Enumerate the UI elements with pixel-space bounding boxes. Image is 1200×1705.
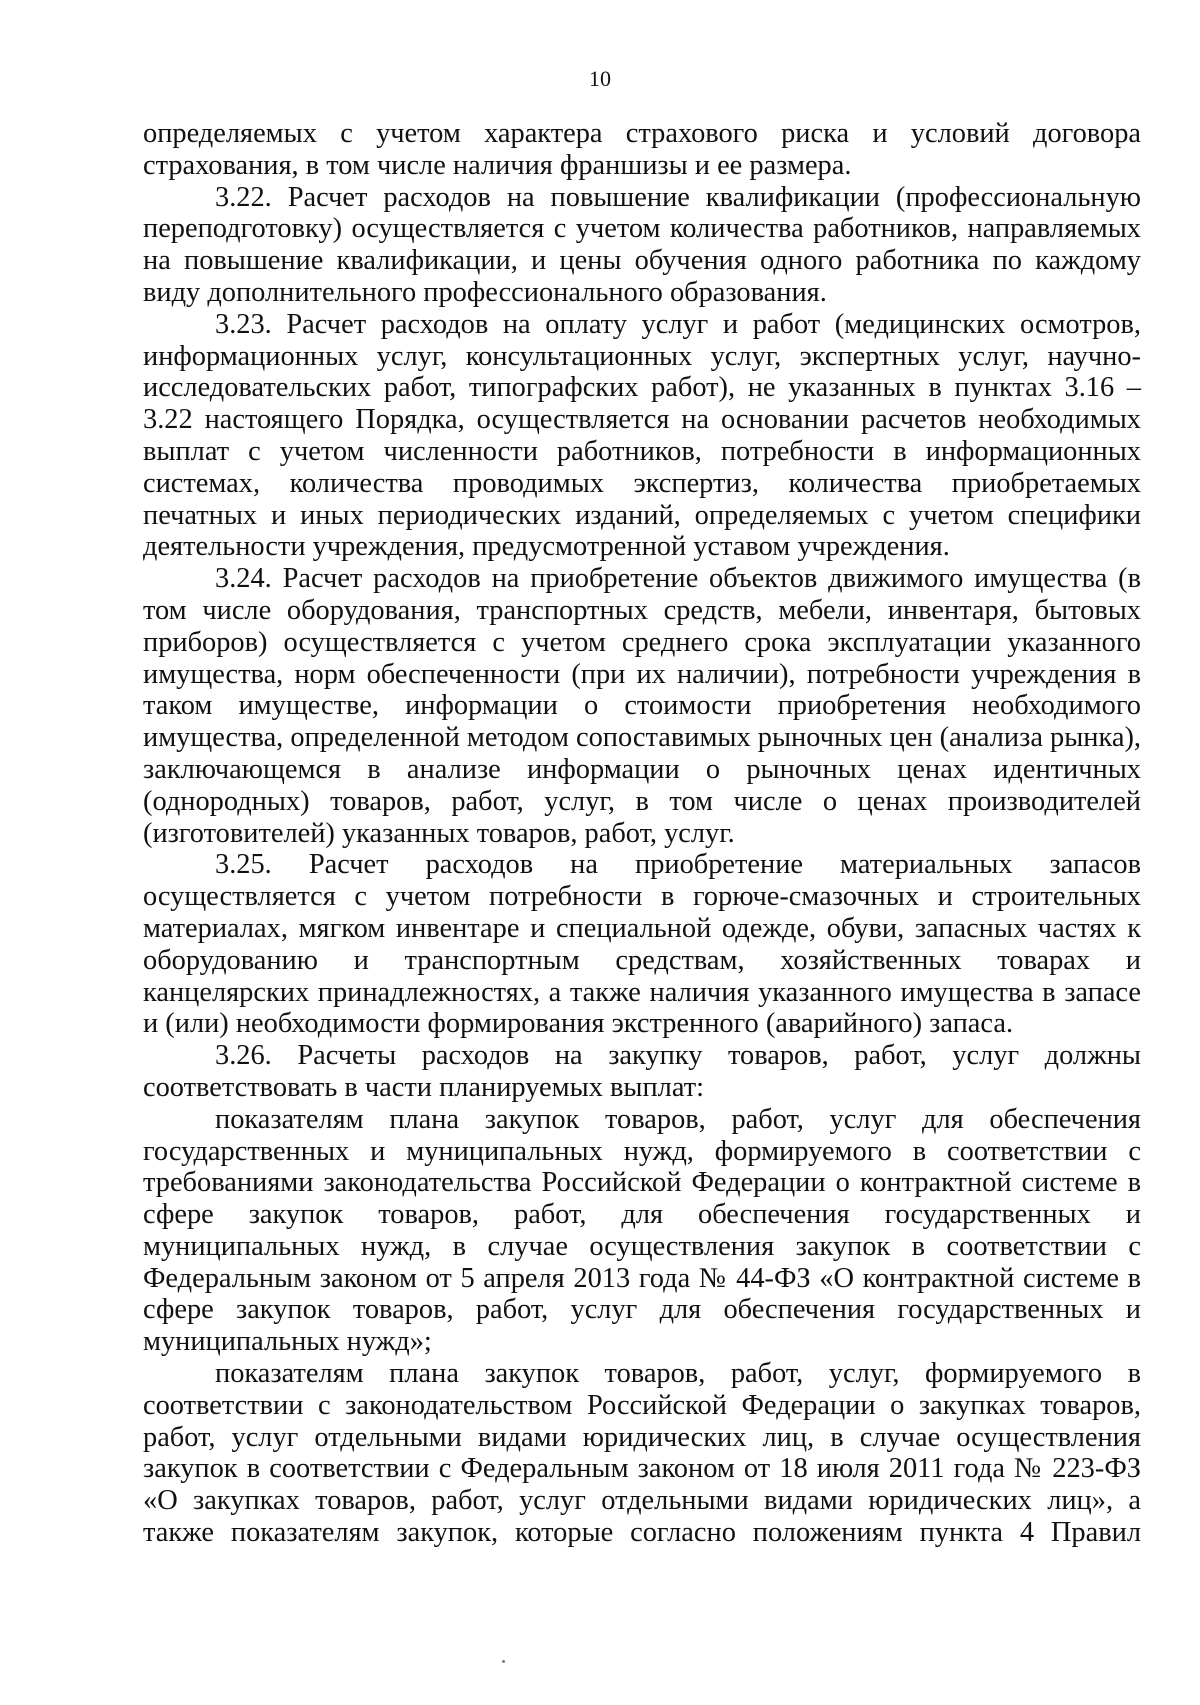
page-number: 10 — [589, 66, 611, 91]
paragraph-3-26: 3.26. Расчеты расходов на закупку товаров, работ, услуг должны соответствовать в части планируемых выплат: — [143, 1040, 1141, 1103]
paragraph-3-24: 3.24. Расчет расходов на приобретение объектов движимого имущества (в том числе оборудования, транспортных средств, мебели, инвентаря, бытовых приборов) осуществляется с учетом среднего срока эксплуатации указанного имущества, норм обеспеченности (при их наличии), потребности учреждения в таком имуществе, информации о стоимости приобретения необходимого имущества, определенной методом сопоставимых рыночных цен (анализа рынка), заключающемся в анализе информации о рыночных ценах идентичных (однородных) товаров, работ, услуг, в том числе о ценах производителей (изготовителей) указанных товаров, работ, услуг. — [143, 563, 1141, 849]
document-body — [143, 118, 1141, 1549]
paragraph-3-23: 3.23. Расчет расходов на оплату услуг и работ (медицинских осмотров, информационных услуг, консультационных услуг, экспертных услуг, научно-исследовательских работ, типографских работ), не указанных в пунктах 3.16 – 3.22 настоящего Порядка, осуществляется на основании расчетов необходимых выплат с учетом численности работников, потребности в информационных системах, количества проводимых экспертиз, количества приобретаемых печатных и иных периодических изданий, определяемых с учетом специфики деятельности учреждения, предусмотренной уставом учреждения. — [143, 308, 1141, 563]
scan-speck — [502, 1660, 505, 1663]
paragraph-3-22: 3.22. Расчет расходов на повышение квалификации (профессиональную переподготовку) осуществляется с учетом количества работников, направляемых на повышение квалификации, и цены обучения одного работника по каждому виду дополнительного профессионального образования. — [143, 181, 1141, 308]
paragraph-3-25: 3.25. Расчет расходов на приобретение материальных запасов осуществляется с учетом потребности в горюче-смазочных и строительных материалах, мягком инвентаре и специальной одежде, обуви, запасных частях к оборудованию и транспортным средствам, хозяйственных товарах и канцелярских принадлежностях, а также наличия указанного имущества в запасе и (или) необходимости формирования экстренного (аварийного) запаса. — [143, 849, 1141, 1040]
paragraph-223-fz-item: показателям плана закупок товаров, работ, услуг, формируемого в соответствии с законодательством Российской Федерации о закупках товаров, работ, услуг отдельными видами юридических лиц, в случае осуществления закупок в соответствии с Федеральным законом от 18 июля 2011 года № 223-ФЗ «О закупках товаров, работ, услуг отдельными видами юридических лиц», а также показателям закупок, которые согласно положениям пункта 4 Правил — [143, 1358, 1141, 1549]
paragraph-continuation: определяемых с учетом характера страхового риска и условий договора страхования, в том числе наличия франшизы и ее размера. — [143, 118, 1141, 181]
paragraph-44-fz-item: показателям плана закупок товаров, работ, услуг для обеспечения государственных и муниципальных нужд, формируемого в соответствии с требованиями законодательства Российской Федерации о контрактной системе в сфере закупок товаров, работ, для обеспечения государственных и муниципальных нужд, в случае осуществления закупок в соответствии с Федеральным законом от 5 апреля 2013 года № 44-ФЗ «О контрактной системе в сфере закупок товаров, работ, услуг для обеспечения государственных и муниципальных нужд»; — [143, 1103, 1141, 1358]
